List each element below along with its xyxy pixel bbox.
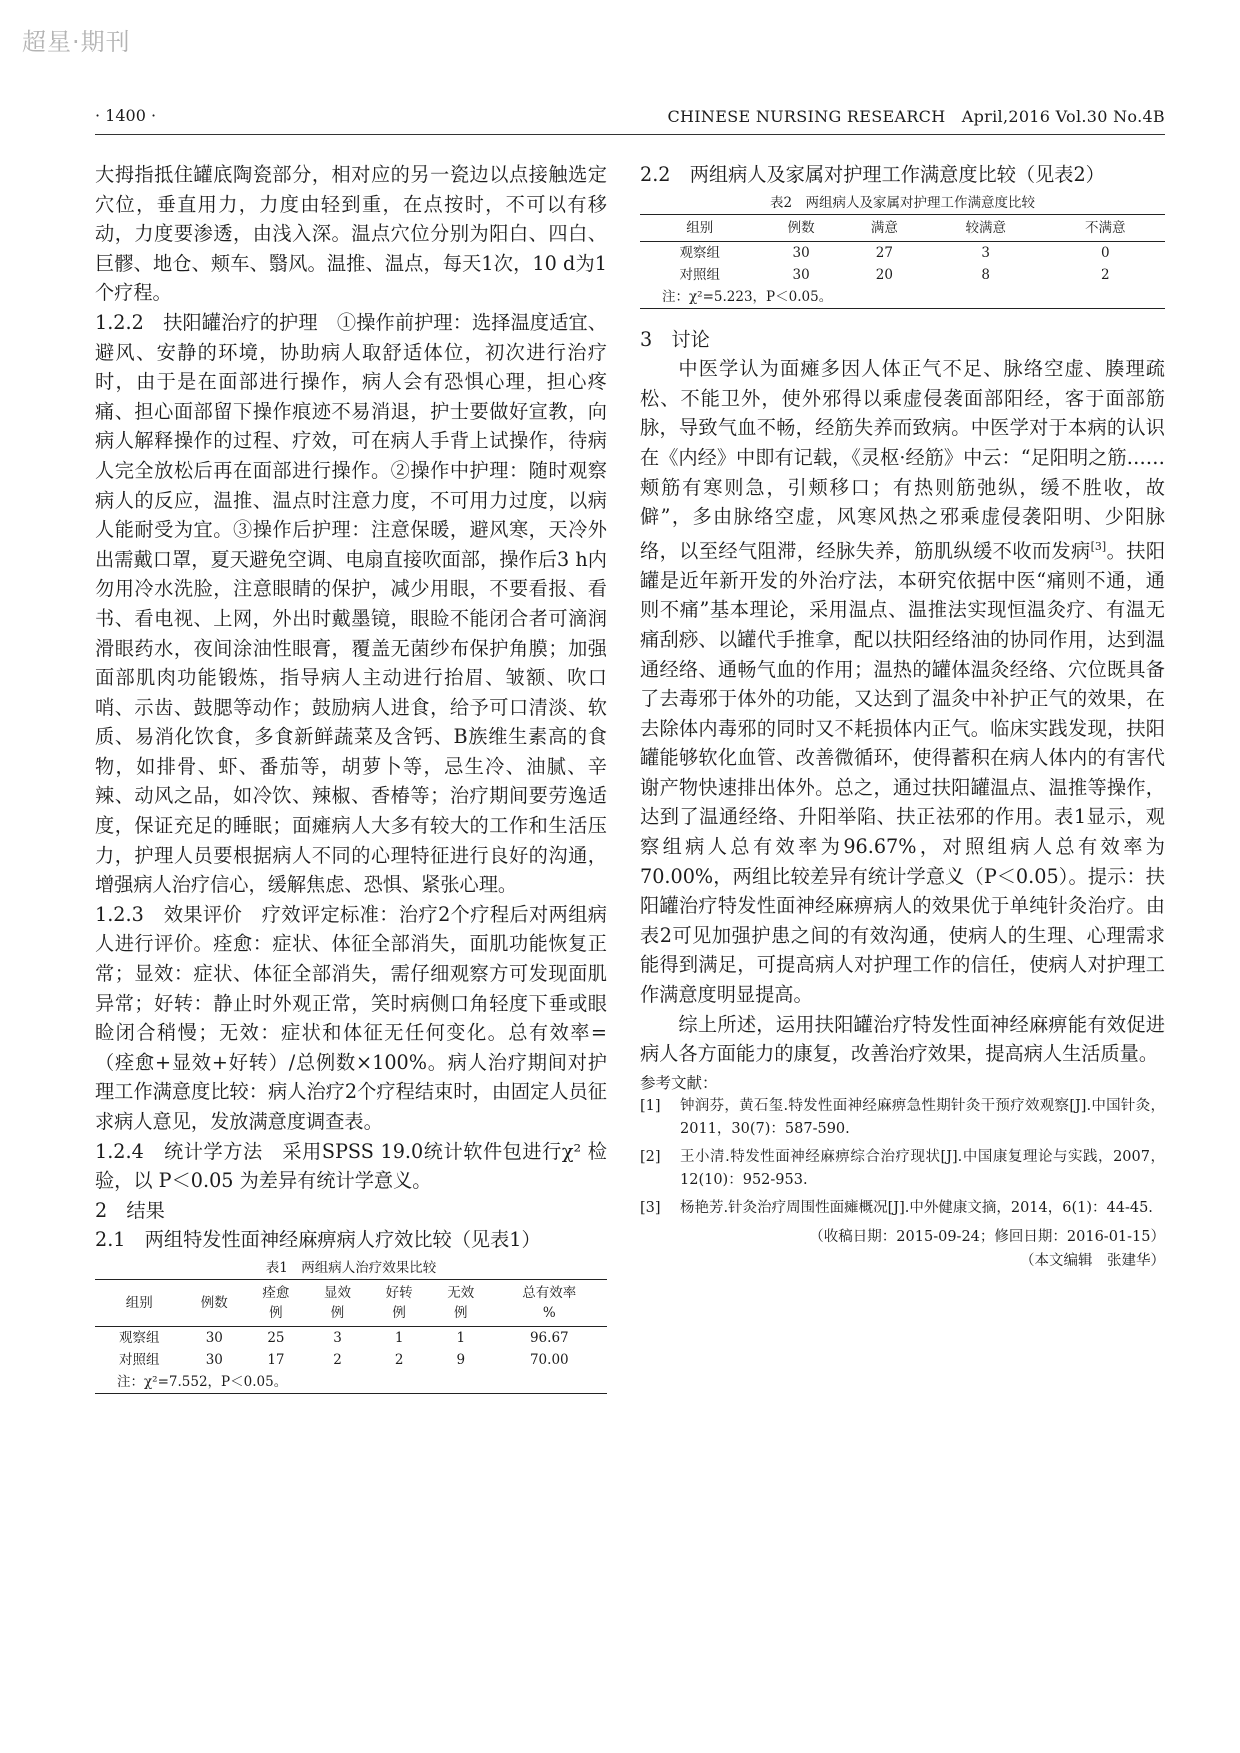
table-note: 注：χ²=7.552，P＜0.05。 — [95, 1371, 607, 1394]
table-cell: 30 — [205, 1329, 223, 1346]
table-cell: 1 — [394, 1329, 404, 1346]
editor-note: （本文编辑 张建华） — [1020, 1252, 1165, 1269]
received-dates: （收稿日期：2015-09-24；修回日期：2016-01-15） — [809, 1228, 1165, 1245]
table-cell: 8 — [981, 266, 991, 283]
paragraph-text: 中医学认为面瘫多因人体正气不足、脉络空虚、腠理疏松、不能卫外，使外邪得以乘虚侵袭面部阳经，客于面部筋脉，导致气血不畅，经筋失养而致病。中医学对于本病的认识在《内经》中即有记载，《灵枢·经筋》中云：“足阳明之筋……颊筋有寒则急，引颊移口；有热则筋弛纵，缓不胜收，故僻”，多由脉络空虚，风寒风热之邪乘虚侵袭阳明、少阳脉络，以至经气阻滞，经脉失养，筋肌纵缓不收而发病 — [640, 357, 1165, 563]
citation: [3] — [1090, 539, 1107, 553]
table-note-row — [640, 286, 1165, 309]
table-caption: 表1 两组病人治疗效果比较 — [265, 1259, 437, 1276]
reference-number: [2] — [640, 1148, 661, 1165]
table-cell: 对照组 — [118, 1351, 160, 1368]
table-header: 痊愈 例 — [245, 1279, 307, 1326]
reference-text: 钟润芬，黄石玺.特发性面神经麻痹急性期针灸干预疗效观察[J].中国针灸，2011，30(7)：587-590. — [680, 1097, 1165, 1137]
table-cell: 30 — [792, 266, 810, 283]
table-cell: 1 — [456, 1329, 466, 1346]
table-1 — [95, 1279, 607, 1394]
table-header: 无效 例 — [430, 1279, 492, 1326]
table-header: 不满意 — [1045, 214, 1165, 241]
reference-item — [640, 1095, 1165, 1141]
reference-text: 杨艳芳.针灸治疗周围性面瘫概况[J].中外健康文摘，2014，6(1)：44-45. — [680, 1199, 1153, 1216]
paragraph: 大拇指抵住罐底陶瓷部分，相对应的另一瓷边以点接触选定穴位，垂直用力，力度由轻到重，在点按时，不可以有移动，力度要渗透，由浅入深。温点穴位分别为阳白、四白、巨髎、地仓、颊车、翳风。温推、温点，每天1次，10 d为1个疗程。 — [95, 163, 607, 305]
table-header: 满意 — [843, 214, 926, 241]
table-cell: 2 — [1100, 266, 1110, 283]
subsection-heading: 2.1 两组特发性面神经麻痹病人疗效比较（见表1） — [95, 1228, 541, 1252]
journal-name: CHINESE NURSING RESEARCH April,2016 Vol.30 No.4B — [667, 107, 1165, 126]
table-cell: 30 — [792, 244, 810, 261]
reference-number: [1] — [640, 1097, 661, 1114]
table-cell: 20 — [875, 266, 893, 283]
section-heading: 2 结果 — [95, 1198, 165, 1222]
table-header: 组别 — [95, 1279, 183, 1326]
table-header: 较满意 — [926, 214, 1046, 241]
table-caption: 表2 两组病人及家属对护理工作满意度比较 — [769, 194, 1036, 211]
paragraph — [640, 354, 1165, 1009]
table-cell: 27 — [875, 244, 893, 261]
reference-text: 王小清.特发性面神经麻痹综合治疗现状[J].中国康复理论与实践，2007，12(10)：952-953. — [680, 1148, 1165, 1188]
paragraph: 综上所述，运用扶阳罐治疗特发性面神经麻痹能有效促进病人各方面能力的康复，改善治疗效果，提高病人生活质量。 — [640, 1012, 1165, 1066]
table-header: 组别 — [640, 214, 760, 241]
left-column — [95, 160, 607, 1394]
table-header: 例数 — [760, 214, 843, 241]
table-header: 好转 例 — [368, 1279, 430, 1326]
table-cell: 3 — [333, 1329, 342, 1346]
table-cell: 30 — [205, 1351, 223, 1368]
table-note-row — [95, 1371, 607, 1394]
table-cell: 对照组 — [679, 266, 720, 283]
table-cell: 25 — [267, 1329, 285, 1346]
right-column — [640, 160, 1165, 1273]
table-cell: 3 — [981, 244, 991, 261]
running-header — [95, 104, 1165, 135]
table-cell: 70.00 — [529, 1351, 569, 1368]
paragraph-text: 。扶阳罐是近年新开发的外治疗法，本研究依据中医“痛则不通，通则不痛”基本理论，采用温点、温推法实现恒温灸疗、有温无痛刮痧、以罐代手推拿，配以扶阳经络油的协同作用，达到温通经络、通畅气血的作用；温热的罐体温灸经络、穴位既具备了去毒邪于体外的功能，又达到了温灸中补护正气的效果，在去除体内毒邪的同时又不耗损体内正气。临床实践发现，扶阳罐能够软化血管、改善微循环，使得蓄积在病人体内的有害代谢产物快速排出体外。总之，通过扶阳罐温点、温推等操作，达到了温通经络、升阳举陷、扶正祛邪的作用。表1显示，观察组病人总有效率为96.67%，对照组病人总有效率为70.00%，两组比较差异有统计学意义（P＜0.05）。提示：扶阳罐治疗特发性面神经麻痹病人的效果优于单纯针灸治疗。由表2可见加强护患之间的有效沟通，使病人的生理、心理需求能得到满足，可提高病人对护理工作的信任，使病人对护理工作满意度明显提高。 — [640, 539, 1166, 1007]
table-cell: 观察组 — [679, 244, 720, 261]
paragraph: 1.2.2 扶阳罐治疗的护理 ①操作前护理：选择温度适宜、避风、安静的环境，协助病人取舒适体位，初次进行治疗时，由于是在面部进行操作，病人会有恐惧心理，担心疼痛、担心面部留下操作痕迹不易消退，护士要做好宣教，向病人解释操作的过程、疗效，可在病人手背上试操作，待病人完全放松后再在面部进行操作。②操作中护理：随时观察病人的反应，温推、温点时注意力度，不可用力过度，以病人能耐受为宜。③操作后护理：注意保暖，避风寒，天冷外出需戴口罩，夏天避免空调、电扇直接吹面部，操作后3 h内勿用冷水洗脸，注意眼睛的保护，减少用眼，不要看报、看书、看电视、上网，外出时戴墨镜，眼睑不能闭合者可滴润滑眼药水，夜间涂油性眼膏，覆盖无菌纱布保护角膜；加强面部肌肉功能锻炼，指导病人主动进行抬眉、皱额、吹口哨、示齿、鼓腮等动作；鼓励病人进食，给予可口清淡、软质、易消化饮食，多食新鲜蔬菜及含钙、B族维生素高的食物，如排骨、虾、番茄等，胡萝卜等，忌生冷、油腻、辛辣、动风之品，如冷饮、辣椒、香椿等；治疗期间要劳逸适度，保证充足的睡眠；面瘫病人大多有较大的工作和生活压力，护理人员要根据病人不同的心理特征进行良好的沟通，增强病人治疗信心，缓解焦虑、恐惧、紧张心理。 — [95, 310, 607, 897]
page-number: · 1400 · — [95, 106, 157, 125]
references-title: 参考文献： — [640, 1073, 718, 1092]
paragraph: 1.2.3 效果评价 疗效评定标准：治疗2个疗程后对两组病人进行评价。痊愈：症状、体征全部消失，面肌功能恢复正常；显效：症状、体征全部消失，需仔细观察方可发现面肌异常；好转：静止时外观正常，笑时病侧口角轻度下垂或眼睑闭合稍慢；无效：症状和体征无任何变化。总有效率=（痊愈+显效+好转）/总例数×100%。病人治疗期间对护理工作满意度比较：病人治疗2个疗程结束时，由固定人员征求病人意见，发放满意度调查表。 — [95, 902, 607, 1133]
paragraph: 1.2.4 统计学方法 采用SPSS 19.0统计软件包进行χ² 检验，以 P＜0.05 为差异有统计学意义。 — [95, 1139, 607, 1193]
subsection-heading: 2.2 两组病人及家属对护理工作满意度比较（见表2） — [640, 163, 1105, 186]
reference-item — [640, 1197, 1165, 1220]
table-cell: 96.67 — [529, 1329, 569, 1346]
table-row — [640, 264, 1165, 286]
table-cell: 17 — [267, 1351, 285, 1368]
table-note: 注：χ²=5.223，P＜0.05。 — [640, 286, 1165, 309]
table-row — [640, 241, 1165, 264]
table-2 — [640, 214, 1165, 309]
table-cell: 2 — [333, 1351, 342, 1368]
table-header: 显效 例 — [307, 1279, 369, 1326]
table-cell: 2 — [394, 1351, 404, 1368]
table-header: 例数 — [183, 1279, 245, 1326]
table-header: 总有效率 % — [492, 1279, 607, 1326]
table-row — [95, 1349, 607, 1371]
table-cell: 9 — [456, 1351, 466, 1368]
section-heading: 3 讨论 — [640, 327, 710, 351]
table-row — [95, 1326, 607, 1349]
reference-item — [640, 1146, 1165, 1192]
reference-number: [3] — [640, 1199, 661, 1216]
table-cell: 观察组 — [118, 1329, 160, 1346]
watermark: 超星·期刊 — [22, 28, 131, 56]
table-cell: 0 — [1100, 244, 1110, 261]
